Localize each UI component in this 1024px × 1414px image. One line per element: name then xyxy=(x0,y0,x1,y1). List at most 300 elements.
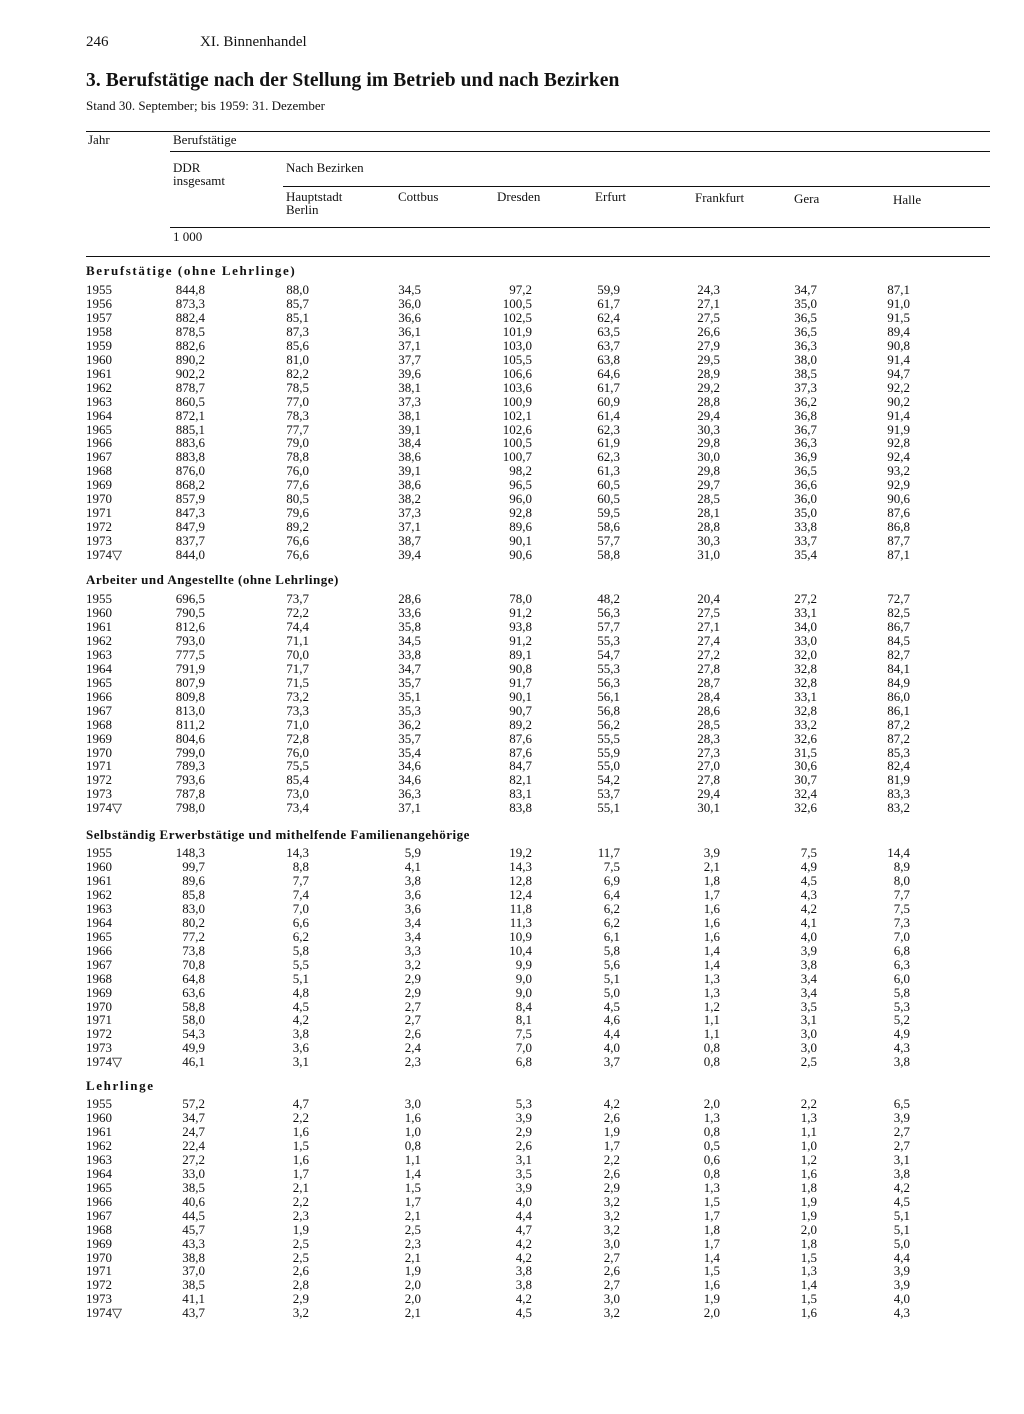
table-row xyxy=(0,1013,1024,1027)
dresden-cell: 98,2 xyxy=(509,463,532,479)
header-unit: 1 000 xyxy=(173,229,203,244)
cottbus-cell: 28,6 xyxy=(398,591,421,606)
chapter-title: XI. Binnenhandel xyxy=(200,34,307,50)
year-cell: 1974▽ xyxy=(86,800,122,816)
frankfurt-cell: 28,7 xyxy=(697,674,720,690)
halle-cell: 3,1 xyxy=(893,1151,910,1167)
erfurt-cell: 2,2 xyxy=(603,1151,620,1167)
halle-cell: 7,0 xyxy=(893,928,910,944)
year-cell: 1967 xyxy=(86,1207,112,1223)
cottbus-cell: 3,2 xyxy=(404,956,421,972)
erfurt-cell: 1,7 xyxy=(603,1137,620,1153)
gera-cell: 2,5 xyxy=(800,1054,817,1070)
table-row xyxy=(0,534,1024,548)
halle-cell: 87,7 xyxy=(887,533,910,549)
halle-cell: 8,9 xyxy=(893,859,910,874)
ddr-total-cell: 83,0 xyxy=(182,900,205,916)
halle-cell: 90,8 xyxy=(887,337,910,353)
year-cell: 1970 xyxy=(86,998,112,1014)
header-nach-bezirken: Nach Bezirken xyxy=(286,160,364,175)
frankfurt-cell: 1,6 xyxy=(703,900,720,916)
table-row xyxy=(0,860,1024,874)
berlin-cell: 71,1 xyxy=(286,632,309,648)
frankfurt-cell: 1,2 xyxy=(703,998,720,1014)
berlin-cell: 7,0 xyxy=(292,900,309,916)
frankfurt-cell: 30,3 xyxy=(697,421,720,437)
frankfurt-cell: 27,3 xyxy=(697,744,720,760)
erfurt-cell: 60,5 xyxy=(597,491,620,507)
erfurt-cell: 2,6 xyxy=(603,1110,620,1125)
gera-cell: 33,0 xyxy=(794,632,817,648)
year-cell: 1960 xyxy=(86,1110,112,1125)
berlin-cell: 4,2 xyxy=(292,1012,309,1028)
gera-cell: 34,7 xyxy=(794,282,817,297)
berlin-cell: 81,0 xyxy=(286,351,309,367)
header-district-frankfurt: Frankfurt xyxy=(695,190,745,205)
table-row xyxy=(0,888,1024,902)
ddr-total-cell: 33,0 xyxy=(182,1165,205,1181)
erfurt-cell: 56,2 xyxy=(597,716,620,732)
berlin-cell: 3,6 xyxy=(292,1040,309,1056)
ddr-total-cell: 38,8 xyxy=(182,1249,205,1265)
halle-cell: 91,5 xyxy=(887,309,910,325)
frankfurt-cell: 0,6 xyxy=(703,1151,720,1167)
table-row xyxy=(0,1292,1024,1306)
halle-cell: 6,3 xyxy=(893,956,910,972)
ddr-total-cell: 813,0 xyxy=(175,702,205,718)
cottbus-cell: 5,9 xyxy=(404,845,421,860)
frankfurt-cell: 1,3 xyxy=(703,970,720,986)
table-row xyxy=(0,846,1024,860)
erfurt-cell: 3,2 xyxy=(603,1305,620,1321)
table-row xyxy=(0,606,1024,620)
frankfurt-cell: 31,0 xyxy=(697,547,720,562)
ddr-total-cell: 844,0 xyxy=(175,547,205,562)
section-heading: Lehrlinge xyxy=(86,1078,155,1093)
frankfurt-cell: 1,3 xyxy=(703,1110,720,1125)
gera-cell: 37,3 xyxy=(794,379,817,395)
table-row xyxy=(0,520,1024,534)
gera-cell: 4,9 xyxy=(800,859,817,874)
dresden-cell: 9,0 xyxy=(515,984,532,1000)
dresden-cell: 89,2 xyxy=(509,716,532,732)
halle-cell: 87,1 xyxy=(887,282,910,297)
gera-cell: 32,8 xyxy=(794,702,817,718)
frankfurt-cell: 29,7 xyxy=(697,477,720,493)
table-row xyxy=(0,1027,1024,1041)
frankfurt-cell: 1,6 xyxy=(703,928,720,944)
cottbus-cell: 39,1 xyxy=(398,463,421,479)
dresden-cell: 101,9 xyxy=(502,323,532,339)
erfurt-cell: 57,7 xyxy=(597,533,620,549)
frankfurt-cell: 1,5 xyxy=(703,1193,720,1209)
cottbus-cell: 2,1 xyxy=(404,1207,421,1223)
cottbus-cell: 1,5 xyxy=(404,1179,421,1195)
gera-cell: 36,8 xyxy=(794,407,817,423)
gera-cell: 4,5 xyxy=(800,872,817,888)
erfurt-cell: 3,2 xyxy=(603,1221,620,1237)
ddr-total-cell: 882,6 xyxy=(175,337,205,353)
gera-cell: 32,4 xyxy=(794,786,817,802)
table-row xyxy=(0,746,1024,760)
table-row xyxy=(0,690,1024,704)
berlin-cell: 1,9 xyxy=(292,1221,309,1237)
erfurt-cell: 60,9 xyxy=(597,393,620,409)
table-row xyxy=(0,1237,1024,1251)
frankfurt-cell: 30,0 xyxy=(697,449,720,465)
cottbus-cell: 36,3 xyxy=(398,786,421,802)
dresden-cell: 5,3 xyxy=(515,1096,532,1111)
ddr-total-cell: 873,3 xyxy=(175,295,205,311)
halle-cell: 4,4 xyxy=(893,1249,910,1265)
dresden-cell: 10,4 xyxy=(509,942,532,958)
ddr-total-cell: 43,3 xyxy=(182,1235,205,1251)
halle-cell: 82,4 xyxy=(887,758,910,774)
year-cell: 1971 xyxy=(86,1263,112,1279)
berlin-cell: 1,5 xyxy=(292,1137,309,1153)
berlin-cell: 78,5 xyxy=(286,379,309,395)
ddr-total-cell: 798,0 xyxy=(175,800,205,816)
table-row xyxy=(0,450,1024,464)
header-rule-bezirke xyxy=(283,186,990,187)
year-cell: 1961 xyxy=(86,1123,112,1139)
table-row xyxy=(0,436,1024,450)
year-cell: 1971 xyxy=(86,1012,112,1028)
frankfurt-cell: 2,0 xyxy=(703,1305,720,1321)
halle-cell: 7,5 xyxy=(893,900,910,916)
table-row xyxy=(0,704,1024,718)
erfurt-cell: 3,2 xyxy=(603,1207,620,1223)
berlin-cell: 77,7 xyxy=(286,421,309,437)
ddr-total-cell: 85,8 xyxy=(182,886,205,902)
dresden-cell: 4,7 xyxy=(515,1221,532,1237)
cottbus-cell: 38,6 xyxy=(398,477,421,493)
erfurt-cell: 56,3 xyxy=(597,674,620,690)
cottbus-cell: 3,6 xyxy=(404,886,421,902)
header-rule-bottom xyxy=(86,256,990,257)
dresden-cell: 78,0 xyxy=(509,591,532,606)
cottbus-cell: 37,3 xyxy=(398,505,421,521)
frankfurt-cell: 28,8 xyxy=(697,519,720,535)
berlin-cell: 87,3 xyxy=(286,323,309,339)
frankfurt-cell: 28,8 xyxy=(697,393,720,409)
ddr-total-cell: 46,1 xyxy=(182,1054,205,1070)
dresden-cell: 4,0 xyxy=(515,1193,532,1209)
halle-cell: 4,0 xyxy=(893,1291,910,1307)
gera-cell: 3,1 xyxy=(800,1012,817,1028)
ddr-total-cell: 885,1 xyxy=(175,421,205,437)
cottbus-cell: 38,6 xyxy=(398,449,421,465)
cottbus-cell: 3,6 xyxy=(404,900,421,916)
erfurt-cell: 7,5 xyxy=(603,859,620,874)
frankfurt-cell: 27,2 xyxy=(697,646,720,662)
ddr-total-cell: 872,1 xyxy=(175,407,205,423)
frankfurt-cell: 1,8 xyxy=(703,1221,720,1237)
gera-cell: 1,3 xyxy=(800,1263,817,1279)
header-insgesamt: insgesamt xyxy=(173,173,225,188)
frankfurt-cell: 1,9 xyxy=(703,1291,720,1307)
table-row xyxy=(0,395,1024,409)
table-row xyxy=(0,1055,1024,1069)
erfurt-cell: 58,8 xyxy=(597,547,620,562)
gera-cell: 38,5 xyxy=(794,365,817,381)
berlin-cell: 72,2 xyxy=(286,605,309,620)
cottbus-cell: 37,1 xyxy=(398,519,421,535)
frankfurt-cell: 28,9 xyxy=(697,365,720,381)
cottbus-cell: 37,1 xyxy=(398,337,421,353)
ddr-total-cell: 837,7 xyxy=(175,533,205,549)
berlin-cell: 14,3 xyxy=(286,845,309,860)
table-row xyxy=(0,662,1024,676)
dresden-cell: 4,5 xyxy=(515,1305,532,1321)
berlin-cell: 88,0 xyxy=(286,282,309,297)
gera-cell: 36,2 xyxy=(794,393,817,409)
berlin-cell: 78,3 xyxy=(286,407,309,423)
erfurt-cell: 6,9 xyxy=(603,872,620,888)
dresden-cell: 102,1 xyxy=(502,407,532,423)
cottbus-cell: 35,8 xyxy=(398,618,421,634)
frankfurt-cell: 0,5 xyxy=(703,1137,720,1153)
erfurt-cell: 63,5 xyxy=(597,323,620,339)
ddr-total-cell: 80,2 xyxy=(182,914,205,930)
year-cell: 1972 xyxy=(86,772,112,788)
frankfurt-cell: 1,4 xyxy=(703,1249,720,1265)
dresden-cell: 90,1 xyxy=(509,688,532,704)
frankfurt-cell: 27,9 xyxy=(697,337,720,353)
cottbus-cell: 38,7 xyxy=(398,533,421,549)
dresden-cell: 10,9 xyxy=(509,928,532,944)
year-cell: 1970 xyxy=(86,1249,112,1265)
gera-cell: 32,6 xyxy=(794,730,817,746)
dresden-cell: 3,8 xyxy=(515,1277,532,1293)
halle-cell: 72,7 xyxy=(887,591,910,606)
erfurt-cell: 5,6 xyxy=(603,956,620,972)
frankfurt-cell: 1,1 xyxy=(703,1026,720,1042)
year-cell: 1962 xyxy=(86,632,112,648)
cottbus-cell: 37,1 xyxy=(398,800,421,816)
gera-cell: 4,1 xyxy=(800,914,817,930)
frankfurt-cell: 29,4 xyxy=(697,407,720,423)
table-row xyxy=(0,1000,1024,1014)
year-cell: 1972 xyxy=(86,1277,112,1293)
table-row xyxy=(0,548,1024,562)
ddr-total-cell: 70,8 xyxy=(182,956,205,972)
dresden-cell: 84,7 xyxy=(509,758,532,774)
halle-cell: 86,7 xyxy=(887,618,910,634)
gera-cell: 1,8 xyxy=(800,1235,817,1251)
erfurt-cell: 2,7 xyxy=(603,1277,620,1293)
cottbus-cell: 34,6 xyxy=(398,772,421,788)
dresden-cell: 83,1 xyxy=(509,786,532,802)
gera-cell: 33,8 xyxy=(794,519,817,535)
table-row xyxy=(0,916,1024,930)
halle-cell: 93,2 xyxy=(887,463,910,479)
erfurt-cell: 11,7 xyxy=(597,845,620,860)
berlin-cell: 76,0 xyxy=(286,744,309,760)
ddr-total-cell: 63,6 xyxy=(182,984,205,1000)
erfurt-cell: 4,4 xyxy=(603,1026,620,1042)
ddr-total-cell: 812,6 xyxy=(175,618,205,634)
gera-cell: 32,0 xyxy=(794,646,817,662)
erfurt-cell: 3,0 xyxy=(603,1235,620,1251)
halle-cell: 5,3 xyxy=(893,998,910,1014)
halle-cell: 3,9 xyxy=(893,1263,910,1279)
halle-cell: 5,0 xyxy=(893,1235,910,1251)
cottbus-cell: 2,7 xyxy=(404,1012,421,1028)
table-row xyxy=(0,367,1024,381)
frankfurt-cell: 1,7 xyxy=(703,1207,720,1223)
halle-cell: 92,9 xyxy=(887,477,910,493)
table-row xyxy=(0,1195,1024,1209)
table-row xyxy=(0,648,1024,662)
gera-cell: 2,0 xyxy=(800,1221,817,1237)
cottbus-cell: 39,1 xyxy=(398,421,421,437)
year-cell: 1973 xyxy=(86,533,112,549)
cottbus-cell: 35,3 xyxy=(398,702,421,718)
year-cell: 1955 xyxy=(86,1096,112,1111)
cottbus-cell: 1,1 xyxy=(404,1151,421,1167)
erfurt-cell: 55,1 xyxy=(597,800,620,816)
frankfurt-cell: 27,5 xyxy=(697,309,720,325)
dresden-cell: 89,1 xyxy=(509,646,532,662)
dresden-cell: 9,9 xyxy=(515,956,532,972)
table-row xyxy=(0,620,1024,634)
dresden-cell: 100,9 xyxy=(502,393,532,409)
berlin-cell: 89,2 xyxy=(286,519,309,535)
erfurt-cell: 61,9 xyxy=(597,435,620,451)
berlin-cell: 71,0 xyxy=(286,716,309,732)
gera-cell: 32,6 xyxy=(794,800,817,816)
dresden-cell: 7,0 xyxy=(515,1040,532,1056)
year-cell: 1961 xyxy=(86,872,112,888)
halle-cell: 81,9 xyxy=(887,772,910,788)
year-cell: 1968 xyxy=(86,463,112,479)
berlin-cell: 5,5 xyxy=(292,956,309,972)
table-row xyxy=(0,325,1024,339)
ddr-total-cell: 807,9 xyxy=(175,674,205,690)
gera-cell: 4,2 xyxy=(800,900,817,916)
frankfurt-cell: 29,8 xyxy=(697,435,720,451)
halle-cell: 90,6 xyxy=(887,491,910,507)
ddr-total-cell: 882,4 xyxy=(175,309,205,325)
header-district-gera: Gera xyxy=(794,191,820,206)
dresden-cell: 90,6 xyxy=(509,547,532,562)
berlin-cell: 2,5 xyxy=(292,1235,309,1251)
berlin-cell: 76,0 xyxy=(286,463,309,479)
frankfurt-cell: 27,1 xyxy=(697,618,720,634)
frankfurt-cell: 27,0 xyxy=(697,758,720,774)
ddr-total-cell: 77,2 xyxy=(182,928,205,944)
table-row xyxy=(0,1278,1024,1292)
halle-cell: 6,5 xyxy=(893,1096,910,1111)
erfurt-cell: 6,1 xyxy=(603,928,620,944)
cottbus-cell: 39,6 xyxy=(398,365,421,381)
halle-cell: 3,9 xyxy=(893,1110,910,1125)
erfurt-cell: 6,2 xyxy=(603,900,620,916)
gera-cell: 35,0 xyxy=(794,295,817,311)
erfurt-cell: 2,6 xyxy=(603,1165,620,1181)
frankfurt-cell: 30,3 xyxy=(697,533,720,549)
table-row xyxy=(0,1251,1024,1265)
year-cell: 1955 xyxy=(86,591,112,606)
halle-cell: 3,8 xyxy=(893,1054,910,1070)
header-jahr: Jahr xyxy=(88,132,110,147)
halle-cell: 91,9 xyxy=(887,421,910,437)
halle-cell: 6,8 xyxy=(893,942,910,958)
table-row xyxy=(0,283,1024,297)
gera-cell: 32,8 xyxy=(794,660,817,676)
year-cell: 1955 xyxy=(86,282,112,297)
dresden-cell: 83,8 xyxy=(509,800,532,816)
frankfurt-cell: 28,3 xyxy=(697,730,720,746)
erfurt-cell: 62,3 xyxy=(597,449,620,465)
gera-cell: 36,6 xyxy=(794,477,817,493)
berlin-cell: 78,8 xyxy=(286,449,309,465)
dresden-cell: 8,1 xyxy=(515,1012,532,1028)
erfurt-cell: 61,7 xyxy=(597,295,620,311)
year-cell: 1960 xyxy=(86,351,112,367)
dresden-cell: 2,9 xyxy=(515,1123,532,1139)
dresden-cell: 87,6 xyxy=(509,730,532,746)
year-cell: 1957 xyxy=(86,309,112,325)
erfurt-cell: 64,6 xyxy=(597,365,620,381)
halle-cell: 87,6 xyxy=(887,505,910,521)
gera-cell: 36,5 xyxy=(794,323,817,339)
berlin-cell: 72,8 xyxy=(286,730,309,746)
gera-cell: 31,5 xyxy=(794,744,817,760)
berlin-cell: 7,7 xyxy=(292,872,309,888)
table-title: 3. Berufstätige nach der Stellung im Betrieb und nach Bezirken xyxy=(86,70,620,91)
berlin-cell: 76,6 xyxy=(286,533,309,549)
ddr-total-cell: 22,4 xyxy=(182,1137,205,1153)
berlin-cell: 82,2 xyxy=(286,365,309,381)
cottbus-cell: 2,1 xyxy=(404,1305,421,1321)
berlin-cell: 5,1 xyxy=(292,970,309,986)
ddr-total-cell: 811,2 xyxy=(176,716,205,732)
table-row xyxy=(0,676,1024,690)
year-cell: 1963 xyxy=(86,646,112,662)
halle-cell: 92,8 xyxy=(887,435,910,451)
year-cell: 1966 xyxy=(86,942,112,958)
berlin-cell: 4,8 xyxy=(292,984,309,1000)
halle-cell: 4,3 xyxy=(893,1040,910,1056)
cottbus-cell: 1,7 xyxy=(404,1193,421,1209)
dresden-cell: 92,8 xyxy=(509,505,532,521)
gera-cell: 3,4 xyxy=(800,984,817,1000)
erfurt-cell: 55,3 xyxy=(597,632,620,648)
gera-cell: 35,0 xyxy=(794,505,817,521)
ddr-total-cell: 847,3 xyxy=(175,505,205,521)
berlin-cell: 2,1 xyxy=(292,1179,309,1195)
gera-cell: 1,9 xyxy=(800,1207,817,1223)
berlin-cell: 76,6 xyxy=(286,547,309,562)
berlin-cell: 7,4 xyxy=(292,886,309,902)
halle-cell: 4,5 xyxy=(893,1193,910,1209)
header-rule-berufstaetige xyxy=(170,151,990,152)
year-cell: 1958 xyxy=(86,323,112,339)
erfurt-cell: 3,7 xyxy=(603,1054,620,1070)
frankfurt-cell: 26,6 xyxy=(697,323,720,339)
gera-cell: 30,6 xyxy=(794,758,817,774)
halle-cell: 87,2 xyxy=(887,730,910,746)
berlin-cell: 3,2 xyxy=(292,1305,309,1321)
halle-cell: 94,7 xyxy=(887,365,910,381)
frankfurt-cell: 0,8 xyxy=(703,1054,720,1070)
table-row xyxy=(0,874,1024,888)
berlin-cell: 2,6 xyxy=(292,1263,309,1279)
year-cell: 1965 xyxy=(86,674,112,690)
berlin-cell: 80,5 xyxy=(286,491,309,507)
